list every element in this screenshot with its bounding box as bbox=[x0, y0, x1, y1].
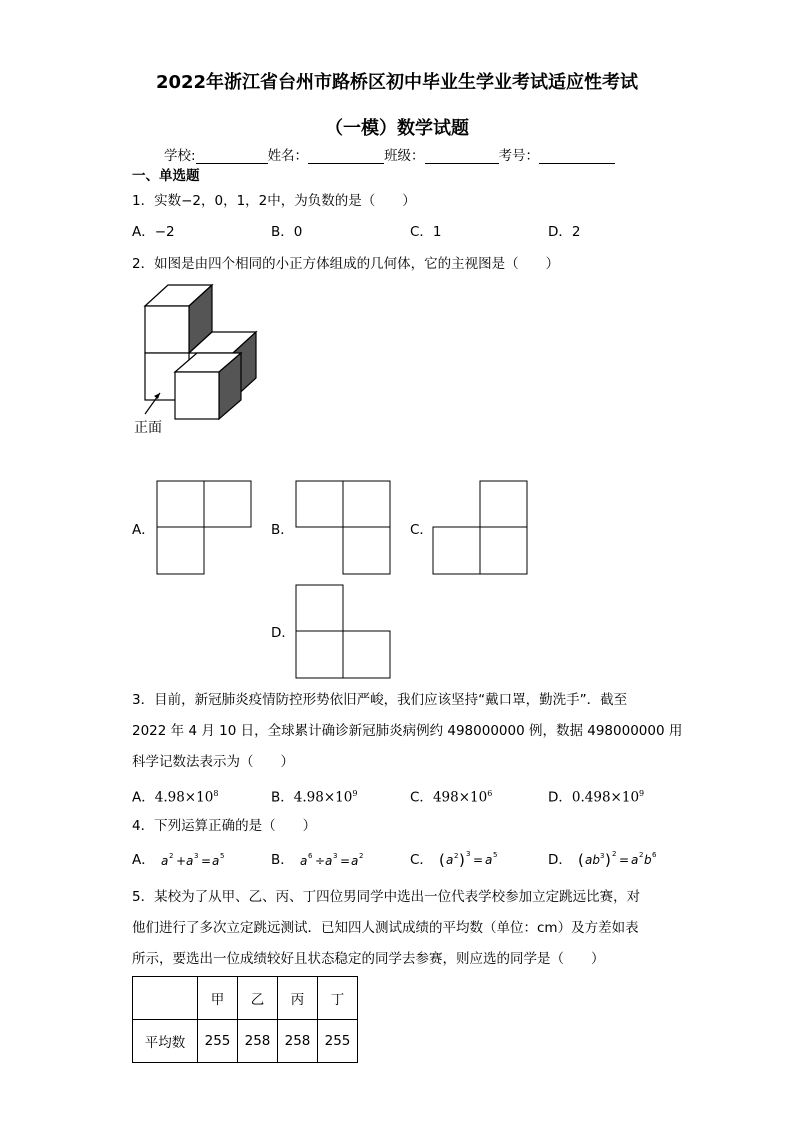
q3-line-1: 3．目前，新冠肺炎疫情防控形势依旧严峻，我们应该坚持“戴口罩，勤洗手”．截至 bbox=[132, 692, 628, 708]
q2-option-b-figure[interactable] bbox=[295, 480, 391, 576]
school-label: 学校: bbox=[164, 148, 196, 164]
svg-text:b: b bbox=[644, 853, 652, 867]
table-header-cell: 丙 bbox=[278, 977, 318, 1020]
svg-text:5: 5 bbox=[220, 852, 225, 860]
table-cell: 平均数 bbox=[133, 1020, 198, 1063]
svg-text:a: a bbox=[161, 854, 169, 868]
q4-option-b-letter: B． bbox=[271, 852, 294, 868]
svg-text:÷: ÷ bbox=[315, 854, 326, 868]
svg-text:=: = bbox=[619, 853, 630, 867]
q2-option-a-figure[interactable] bbox=[156, 480, 252, 576]
svg-text:=: = bbox=[201, 854, 212, 868]
exam-no-label: 考号： bbox=[498, 148, 540, 164]
q5-line-3: 所示，要选出一位成绩较好且状态稳定的同学去参赛，则应选的同学是（ ） bbox=[132, 951, 605, 967]
q2-solid-figure bbox=[125, 280, 265, 440]
q4-option-c[interactable] bbox=[410, 850, 507, 870]
q3-option-c-exp: 6 bbox=[487, 789, 493, 798]
svg-text:a: a bbox=[446, 853, 454, 867]
q2-option-d-figure[interactable] bbox=[295, 584, 391, 680]
svg-text:a: a bbox=[300, 854, 308, 868]
svg-text:2: 2 bbox=[169, 852, 174, 860]
q2-option-c-letter[interactable]: C． bbox=[410, 522, 433, 538]
q3-option-d[interactable] bbox=[548, 784, 644, 808]
table-header-cell: 甲 bbox=[198, 977, 238, 1020]
q4-option-d[interactable] bbox=[548, 850, 668, 870]
q3-option-a-exp: 8 bbox=[213, 789, 219, 798]
svg-text:2: 2 bbox=[639, 851, 644, 859]
q1-option-c[interactable]: C．1 bbox=[410, 224, 442, 240]
q1-option-b[interactable]: B．0 bbox=[271, 224, 303, 240]
q1-option-a[interactable]: A．−2 bbox=[132, 224, 175, 240]
svg-text:a: a bbox=[485, 853, 493, 867]
school-blank[interactable] bbox=[196, 149, 268, 164]
svg-text:a: a bbox=[186, 854, 194, 868]
svg-text:a: a bbox=[325, 854, 333, 868]
svg-text:3: 3 bbox=[466, 850, 471, 858]
q2-option-c-figure[interactable] bbox=[432, 480, 528, 576]
q4-option-c-formula bbox=[437, 850, 507, 870]
table-cell: 258 bbox=[238, 1020, 278, 1063]
front-label: 正面 bbox=[134, 420, 162, 436]
q3-option-b-base: 4.98×10 bbox=[293, 789, 353, 806]
svg-text:=: = bbox=[340, 854, 351, 868]
q2-stem: 2．如图是由四个相同的小正方体组成的几何体，它的主视图是（ ） bbox=[132, 256, 560, 272]
table-cell: 255 bbox=[198, 1020, 238, 1063]
q2-option-d-letter[interactable]: D． bbox=[271, 625, 295, 641]
table-header-cell bbox=[133, 977, 198, 1020]
page-title: 2022年浙江省台州市路桥区初中毕业生学业考试适应性考试 bbox=[155, 72, 639, 93]
svg-text:a: a bbox=[212, 854, 220, 868]
svg-text:3: 3 bbox=[333, 852, 338, 860]
q4-option-a[interactable] bbox=[132, 850, 229, 870]
q3-option-b-letter: B． bbox=[271, 789, 294, 806]
table-row bbox=[133, 977, 358, 1020]
q5-score-table bbox=[132, 976, 358, 1063]
q5-line-1: 5．某校为了从甲、乙、丙、丁四位男同学中选出一位代表学校参加立定跳远比赛，对 bbox=[132, 889, 641, 905]
table-cell: 255 bbox=[318, 1020, 358, 1063]
svg-text:(: ( bbox=[578, 851, 585, 869]
q4-option-d-letter: D． bbox=[548, 852, 572, 868]
q3-option-b-exp: 9 bbox=[352, 789, 358, 798]
svg-text:+: + bbox=[176, 854, 187, 868]
table-row bbox=[133, 1020, 358, 1063]
q4-option-b-formula bbox=[298, 851, 368, 869]
svg-text:2: 2 bbox=[359, 852, 364, 860]
name-label: 姓名： bbox=[267, 148, 309, 164]
name-blank[interactable] bbox=[308, 149, 384, 164]
svg-text:): ) bbox=[459, 851, 466, 869]
q3-option-d-base: 0.498×10 bbox=[571, 789, 640, 806]
q3-option-d-letter: D． bbox=[548, 789, 572, 806]
q4-option-d-formula bbox=[576, 850, 668, 870]
class-label: 班级： bbox=[384, 148, 425, 164]
q4-option-a-letter: A． bbox=[132, 852, 155, 868]
q3-option-b[interactable] bbox=[271, 784, 357, 808]
svg-text:ab: ab bbox=[585, 853, 601, 867]
section-heading: 一、单选题 bbox=[132, 168, 200, 184]
q3-option-c-base: 498×10 bbox=[432, 789, 488, 806]
q3-line-3: 科学记数法表示为（ ） bbox=[132, 754, 294, 770]
q2-option-a-letter[interactable]: A． bbox=[132, 522, 155, 538]
q3-option-a-letter: A． bbox=[132, 789, 155, 806]
q1-option-d[interactable]: D．2 bbox=[548, 224, 581, 240]
svg-text:5: 5 bbox=[493, 851, 498, 859]
svg-text:(: ( bbox=[439, 851, 446, 869]
q2-option-b-letter[interactable]: B． bbox=[271, 522, 294, 538]
q4-option-c-letter: C． bbox=[410, 852, 433, 868]
svg-text:2: 2 bbox=[454, 852, 459, 860]
svg-text:a: a bbox=[631, 853, 639, 867]
svg-text:3: 3 bbox=[194, 852, 199, 860]
q3-option-d-exp: 9 bbox=[639, 789, 645, 798]
q5-line-2: 他们进行了多次立定跳远测试．已知四人测试成绩的平均数（单位：cm）及方差如表 bbox=[132, 920, 639, 936]
svg-text:=: = bbox=[473, 853, 484, 867]
svg-text:6: 6 bbox=[652, 851, 657, 859]
table-cell: 258 bbox=[278, 1020, 318, 1063]
svg-text:2: 2 bbox=[612, 850, 617, 858]
class-blank[interactable] bbox=[425, 149, 499, 164]
q3-line-2: 2022 年 4 月 10 日，全球累计确诊新冠肺炎病例约 498000000 例，数据 498000000 用 bbox=[132, 723, 683, 739]
table-header-cell: 丁 bbox=[318, 977, 358, 1020]
student-info-line bbox=[164, 144, 615, 164]
svg-text:6: 6 bbox=[308, 852, 313, 860]
q3-option-a[interactable] bbox=[132, 784, 218, 808]
svg-text:3: 3 bbox=[600, 852, 605, 860]
svg-text:): ) bbox=[605, 851, 612, 869]
exam-no-blank[interactable] bbox=[539, 149, 615, 164]
q3-option-c-letter: C． bbox=[410, 789, 433, 806]
table-header-cell: 乙 bbox=[238, 977, 278, 1020]
svg-text:a: a bbox=[351, 854, 359, 868]
page-subtitle: （一模）数学试题 bbox=[325, 118, 469, 139]
q1-stem: 1．实数−2，0，1，2中，为负数的是（ ） bbox=[132, 193, 416, 209]
q4-option-a-formula bbox=[159, 851, 229, 869]
q3-option-c[interactable] bbox=[410, 784, 492, 808]
q4-stem: 4．下列运算正确的是（ ） bbox=[132, 818, 317, 834]
q3-option-a-base: 4.98×10 bbox=[154, 789, 214, 806]
q4-option-b[interactable] bbox=[271, 850, 368, 870]
